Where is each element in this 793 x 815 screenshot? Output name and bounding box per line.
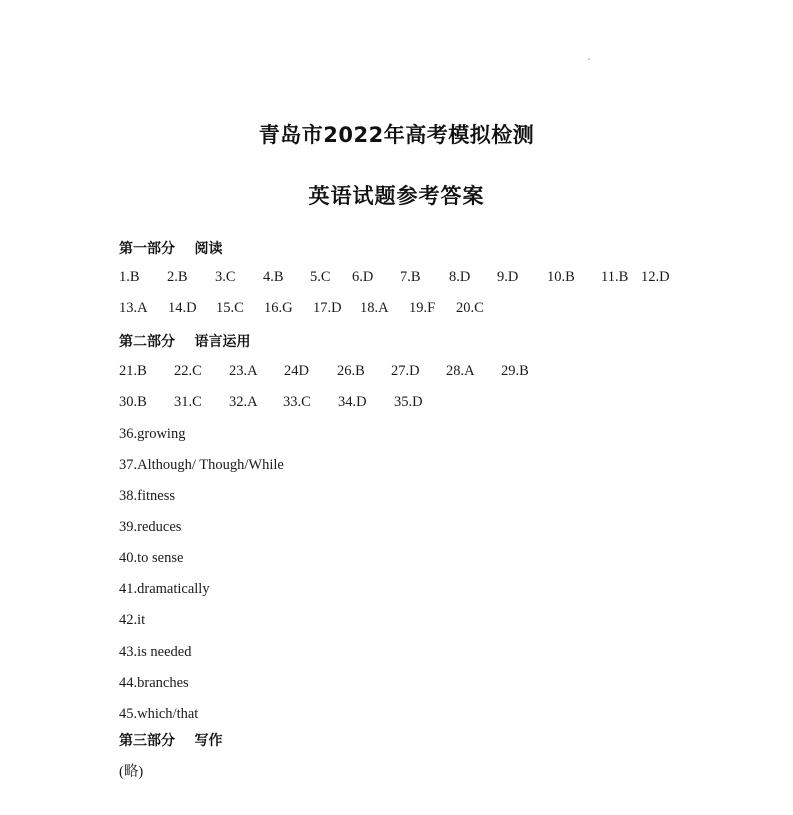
answer-2: 2.B <box>167 269 188 285</box>
fill-answer-36: 36.growing <box>119 426 186 442</box>
part1-heading: 第一部分 阅读 <box>119 241 223 257</box>
fill-answer-43: 43.is needed <box>119 644 192 660</box>
answer-18: 18.A <box>360 300 389 316</box>
answer-13: 13.A <box>119 300 148 316</box>
answer-4: 4.B <box>263 269 284 285</box>
document-subtitle: 英语试题参考答案 <box>308 184 485 208</box>
answer-24: 24D <box>284 363 309 379</box>
fill-answer-39: 39.reduces <box>119 519 182 535</box>
fill-answer-42: 42.it <box>119 612 146 628</box>
answer-15: 15.C <box>216 300 244 316</box>
answer-6: 6.D <box>352 269 374 285</box>
answer-31: 31.C <box>174 394 202 410</box>
fill-answer-37: 37.Although/ Though/While <box>119 457 284 473</box>
answer-17: 17.D <box>313 300 342 316</box>
answer-19: 19.F <box>409 300 436 316</box>
answer-5: 5.C <box>310 269 331 285</box>
part3-heading: 第三部分 写作 <box>119 733 223 749</box>
answer-35: 35.D <box>394 394 423 410</box>
answer-12: 12.D <box>641 269 670 285</box>
answer-21: 21.B <box>119 363 147 379</box>
answer-29: 29.B <box>501 363 529 379</box>
answer-3: 3.C <box>215 269 236 285</box>
scan-speck <box>588 58 590 60</box>
answer-10: 10.B <box>547 269 575 285</box>
answer-22: 22.C <box>174 363 202 379</box>
answer-7: 7.B <box>400 269 421 285</box>
answer-1: 1.B <box>119 269 140 285</box>
fill-answer-38: 38.fitness <box>119 488 175 504</box>
answer-16: 16.G <box>264 300 293 316</box>
answer-30: 30.B <box>119 394 147 410</box>
answer-23: 23.A <box>229 363 258 379</box>
fill-answer-40: 40.to sense <box>119 550 184 566</box>
answer-14: 14.D <box>168 300 197 316</box>
answer-8: 8.D <box>449 269 471 285</box>
part2-heading: 第二部分 语言运用 <box>119 334 251 350</box>
writing-omitted-note: (略) <box>119 764 144 780</box>
answer-20: 20.C <box>456 300 484 316</box>
answer-33: 33.C <box>283 394 311 410</box>
fill-answer-41: 41.dramatically <box>119 581 210 597</box>
document-title: 青岛市2022年高考模拟检测 <box>258 123 535 147</box>
answer-11: 11.B <box>601 269 629 285</box>
fill-answer-45: 45.which/that <box>119 706 199 722</box>
answer-34: 34.D <box>338 394 367 410</box>
answer-27: 27.D <box>391 363 420 379</box>
answer-26: 26.B <box>337 363 365 379</box>
fill-answer-44: 44.branches <box>119 675 189 691</box>
answer-32: 32.A <box>229 394 258 410</box>
answer-9: 9.D <box>497 269 519 285</box>
answer-28: 28.A <box>446 363 475 379</box>
